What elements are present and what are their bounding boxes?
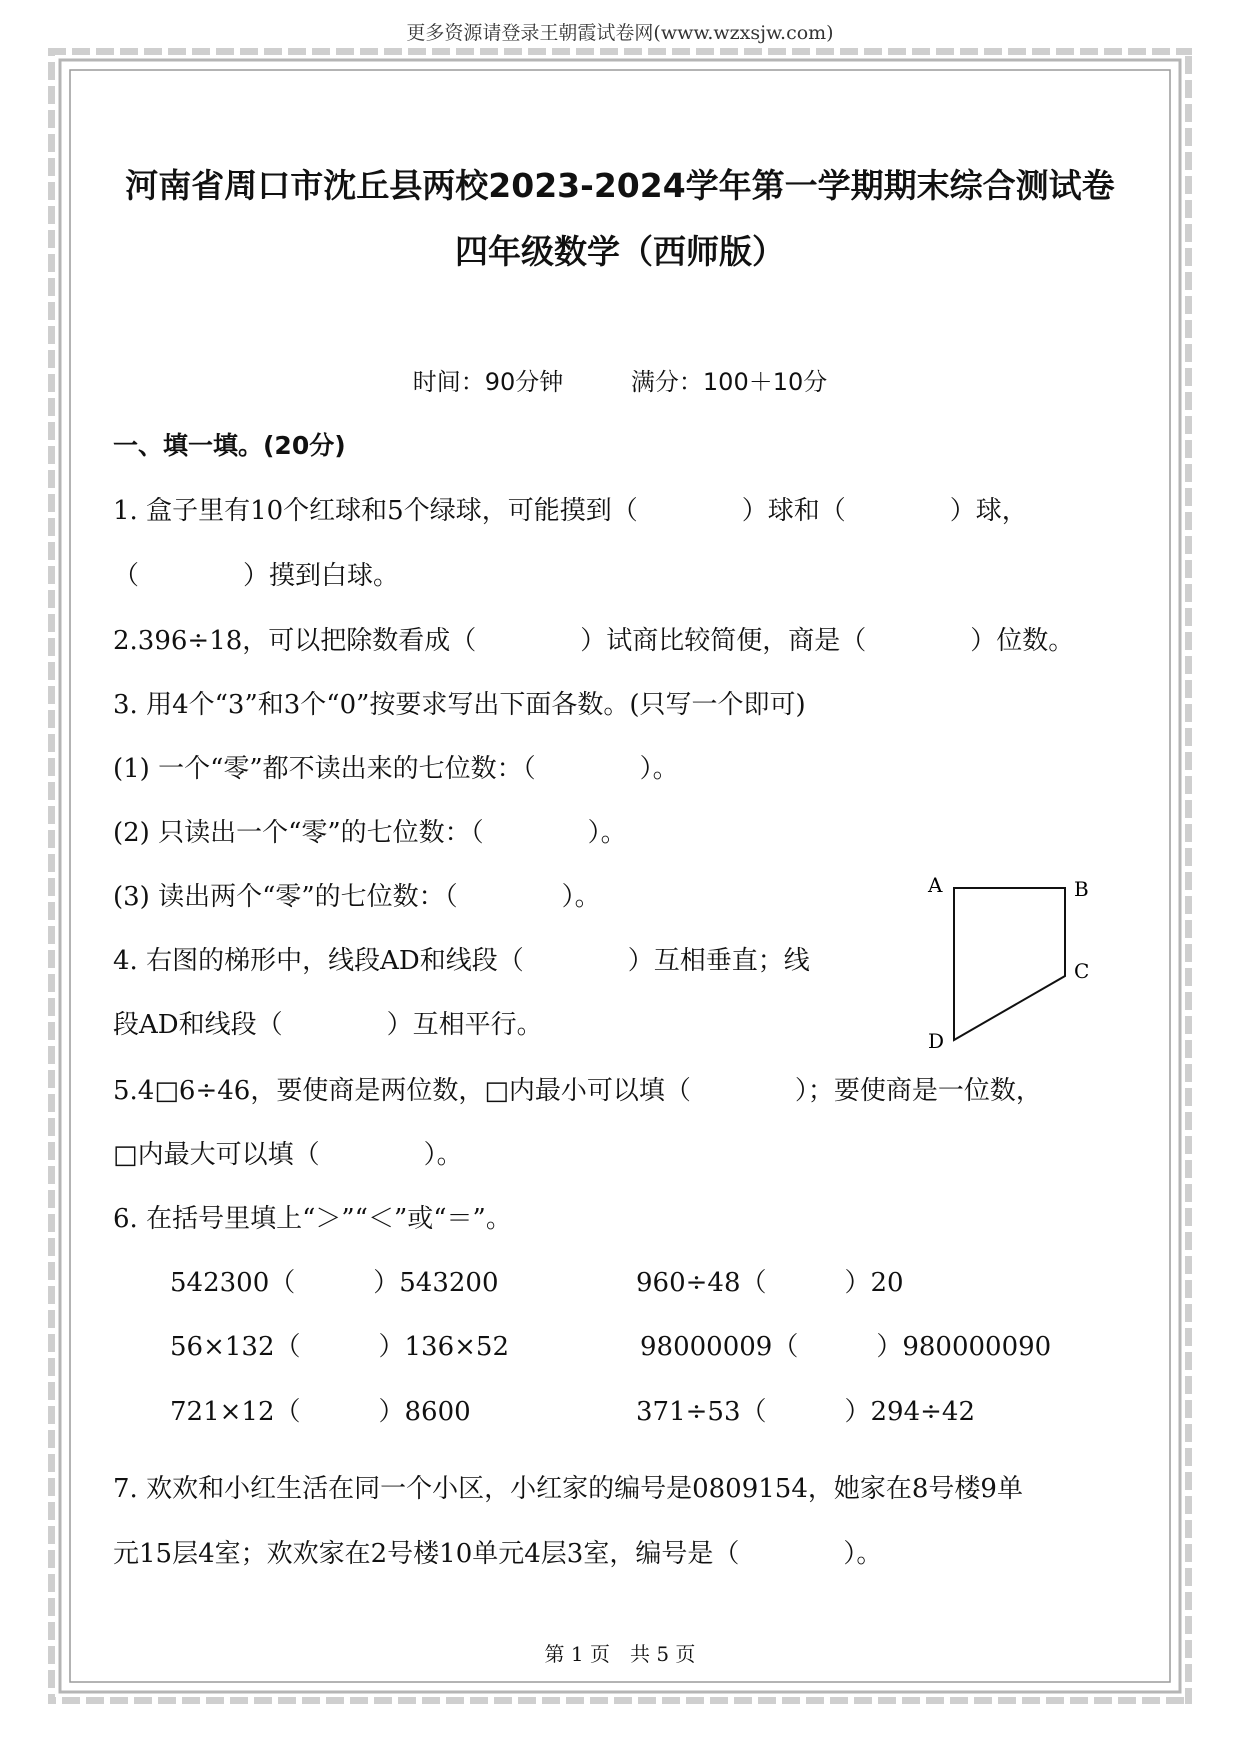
label-c: C [1074,959,1090,983]
time-label: 时间：90分钟 [412,368,564,396]
compare-item: 721×12（ ）8600 [170,1397,471,1427]
trapezoid-figure [920,872,1100,1056]
exam-title: 河南省周口市沈丘县两校2023-2024学年第一学期期末综合测试卷 [125,166,1115,205]
question-7-line1: 7. 欢欢和小红生活在同一个小区，小红家的编号是0809154，她家在8号楼9单 [113,1474,1023,1504]
watermark-text: 更多资源请登录王朝霞试卷网(www.wzxsjw.com) [406,22,834,44]
compare-item: 56×132（ ）136×52 [170,1332,509,1362]
question-3-part3: (3) 读出两个“零”的七位数：（ ）。 [113,882,601,912]
compare-item: 371÷53（ ）294÷42 [636,1397,975,1427]
question-1-line2: （ ）摸到白球。 [113,561,400,591]
question-1-line1: 1. 盒子里有10个红球和5个绿球，可能摸到（ ）球和（ ）球， [113,496,1028,526]
question-3: 3. 用4个“3”和3个“0”按要求写出下面各数。(只写一个即可) [113,690,806,720]
question-6: 6. 在括号里填上“＞”“＜”或“＝”。 [113,1204,512,1234]
question-4-line1: 4. 右图的梯形中，线段AD和线段（ ）互相垂直；线 [113,946,810,976]
compare-item: 542300（ ）543200 [170,1268,499,1298]
question-5-line1: 5.4□6÷46，要使商是两位数，□内最小可以填（ ）；要使商是一位数， [113,1076,1042,1106]
compare-item: 960÷48（ ）20 [636,1268,904,1298]
question-4-line2: 段AD和线段（ ）互相平行。 [113,1010,543,1040]
question-3-part2: (2) 只读出一个“零”的七位数：（ ）。 [113,818,627,848]
exam-meta [0,362,1240,397]
label-d: D [928,1029,945,1052]
question-5-line2: □内最大可以填（ ）。 [113,1140,463,1170]
label-b: B [1074,877,1089,901]
question-3-part1: (1) 一个“零”都不读出来的七位数：（ ）。 [113,754,679,784]
score-label: 满分：100＋10分 [630,368,828,396]
label-a: A [928,873,943,897]
page-footer: 第 1 页 共 5 页 [544,1642,696,1666]
compare-item: 98000009（ ）980000090 [640,1332,1052,1362]
question-2: 2.396÷18，可以把除数看成（ ）试商比较简便，商是（ ）位数。 [113,626,1075,656]
question-7-line2: 元15层4室；欢欢家在2号楼10单元4层3室，编号是（ ）。 [113,1539,883,1569]
section-heading: 一、填一填。(20分) [113,431,346,460]
exam-subtitle: 四年级数学（西师版） [455,232,785,271]
